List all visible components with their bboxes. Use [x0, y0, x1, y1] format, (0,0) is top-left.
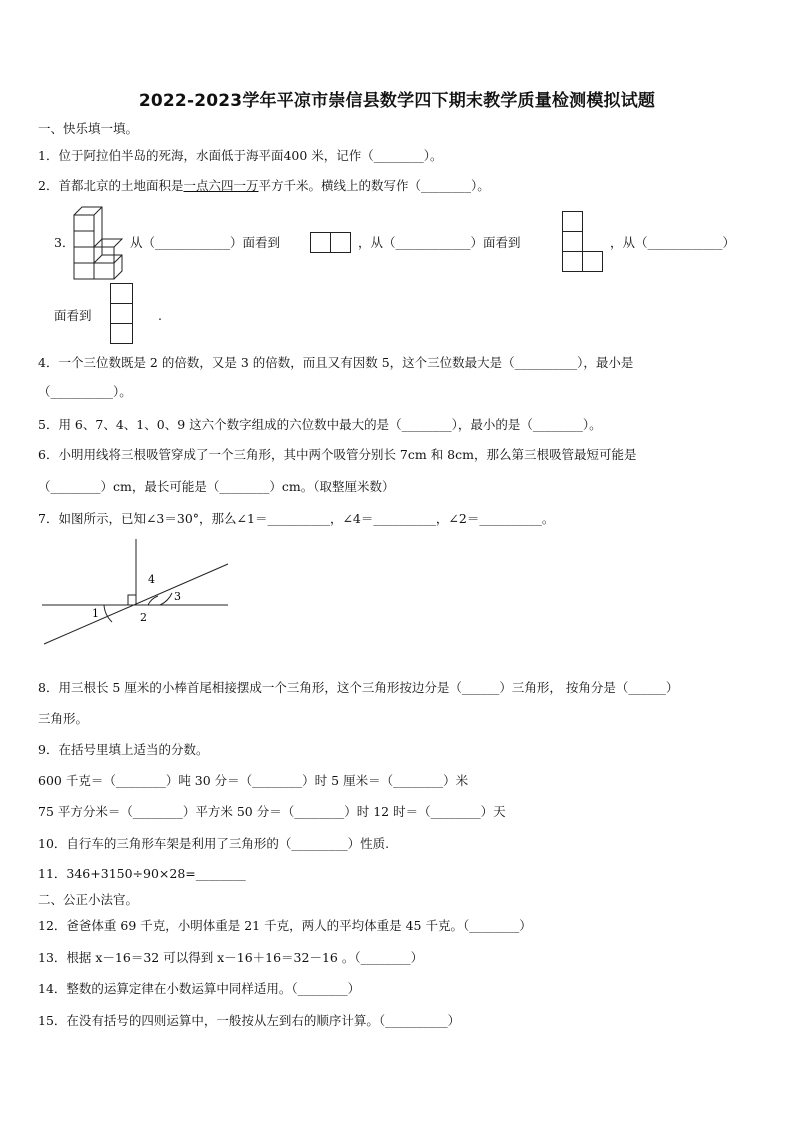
angle-label-4: 4 — [148, 573, 155, 586]
question-2-before: 2．首都北京的土地面积是 — [38, 178, 184, 193]
question-14: 14．整数的运算定律在小数运算中同样适用。（________） — [38, 981, 361, 996]
question-2-after: 平方千米。横线上的数写作（________）。 — [258, 178, 490, 193]
question-3-part2: ，从（____________）面看到 — [358, 235, 521, 250]
section-heading-1: 一、快乐填一填。 — [38, 121, 139, 136]
section-heading-2: 二、公正小法官。 — [38, 892, 139, 907]
question-12: 12．爸爸体重 69 千克，小明体重是 21 千克，两人的平均体重是 45 千克。（________） — [38, 918, 532, 933]
question-13: 13．根据 x－16＝32 可以得到 x－16＋16＝32－16 。（________） — [38, 950, 424, 965]
angle-label-2: 2 — [140, 611, 147, 624]
question-10: 10．自行车的三角形车架是利用了三角形的（_________）性质. — [38, 836, 390, 851]
question-3-part3: ，从（____________） — [610, 235, 736, 250]
question-8-line2: 三角形。 — [38, 711, 89, 726]
page-title: 2022-2023学年平凉市崇信县数学四下期末教学质量检测模拟试题 — [138, 91, 656, 111]
view-l-shape — [562, 211, 604, 273]
question-3-end: . — [158, 308, 162, 323]
question-4-line2: （__________）。 — [38, 384, 132, 399]
angle-label-3: 3 — [174, 590, 181, 603]
question-2-underlined: 一点六四一万 — [183, 178, 259, 193]
question-8-line1: 8．用三根长 5 厘米的小棒首尾相接摆成一个三角形，这个三角形按边分是（______）三角形， 按角分是（______） — [38, 680, 679, 695]
cube-stack-figure — [74, 207, 124, 279]
question-3-number: 3． — [54, 235, 75, 250]
question-7: 7．如图所示，已知∠3＝30°，那么∠1＝__________，∠4＝__________，∠2＝__________。 — [38, 511, 555, 526]
question-6-line2: （________）cm，最长可能是（________）cm。（取整厘米数） — [38, 479, 395, 494]
question-1: 1．位于阿拉伯半岛的死海，水面低于海平面400 米，记作（________）。 — [38, 148, 443, 163]
angle-figure — [40, 535, 240, 650]
question-3-part1: 从（____________）面看到 — [130, 235, 281, 250]
view-three-squares-vertical — [110, 283, 134, 345]
question-5: 5．用 6、7、4、1、0、9 这六个数字组成的六位数中最大的是（________），最小的是（________）。 — [38, 417, 602, 432]
question-6-line1: 6．小明用线将三根吸管穿成了一个三角形，其中两个吸管分别长 7cm 和 8cm，那么第三根吸管最短可能是 — [38, 447, 637, 462]
question-11: 11．346+3150÷90×28=________ — [38, 866, 246, 881]
question-2 — [38, 178, 490, 194]
question-15: 15．在没有括号的四则运算中，一般按从左到右的顺序计算。（__________） — [38, 1013, 461, 1028]
question-4-line1: 4．一个三位数既是 2 的倍数，又是 3 的倍数，而且又有因数 5，这个三位数最大是（__________），最小是 — [38, 355, 634, 370]
question-3-part4: 面看到 — [54, 308, 92, 323]
question-9-row2: 75 平方分米＝（________）平方米 50 分＝（________）时 12 时＝（________）天 — [38, 804, 506, 819]
view-two-squares-horizontal — [310, 232, 352, 253]
angle-label-1: 1 — [92, 607, 99, 620]
question-9-stem: 9．在括号里填上适当的分数。 — [38, 742, 209, 757]
question-9-row1: 600 千克＝（________）吨 30 分＝（________）时 5 厘米＝（________）米 — [38, 773, 469, 788]
